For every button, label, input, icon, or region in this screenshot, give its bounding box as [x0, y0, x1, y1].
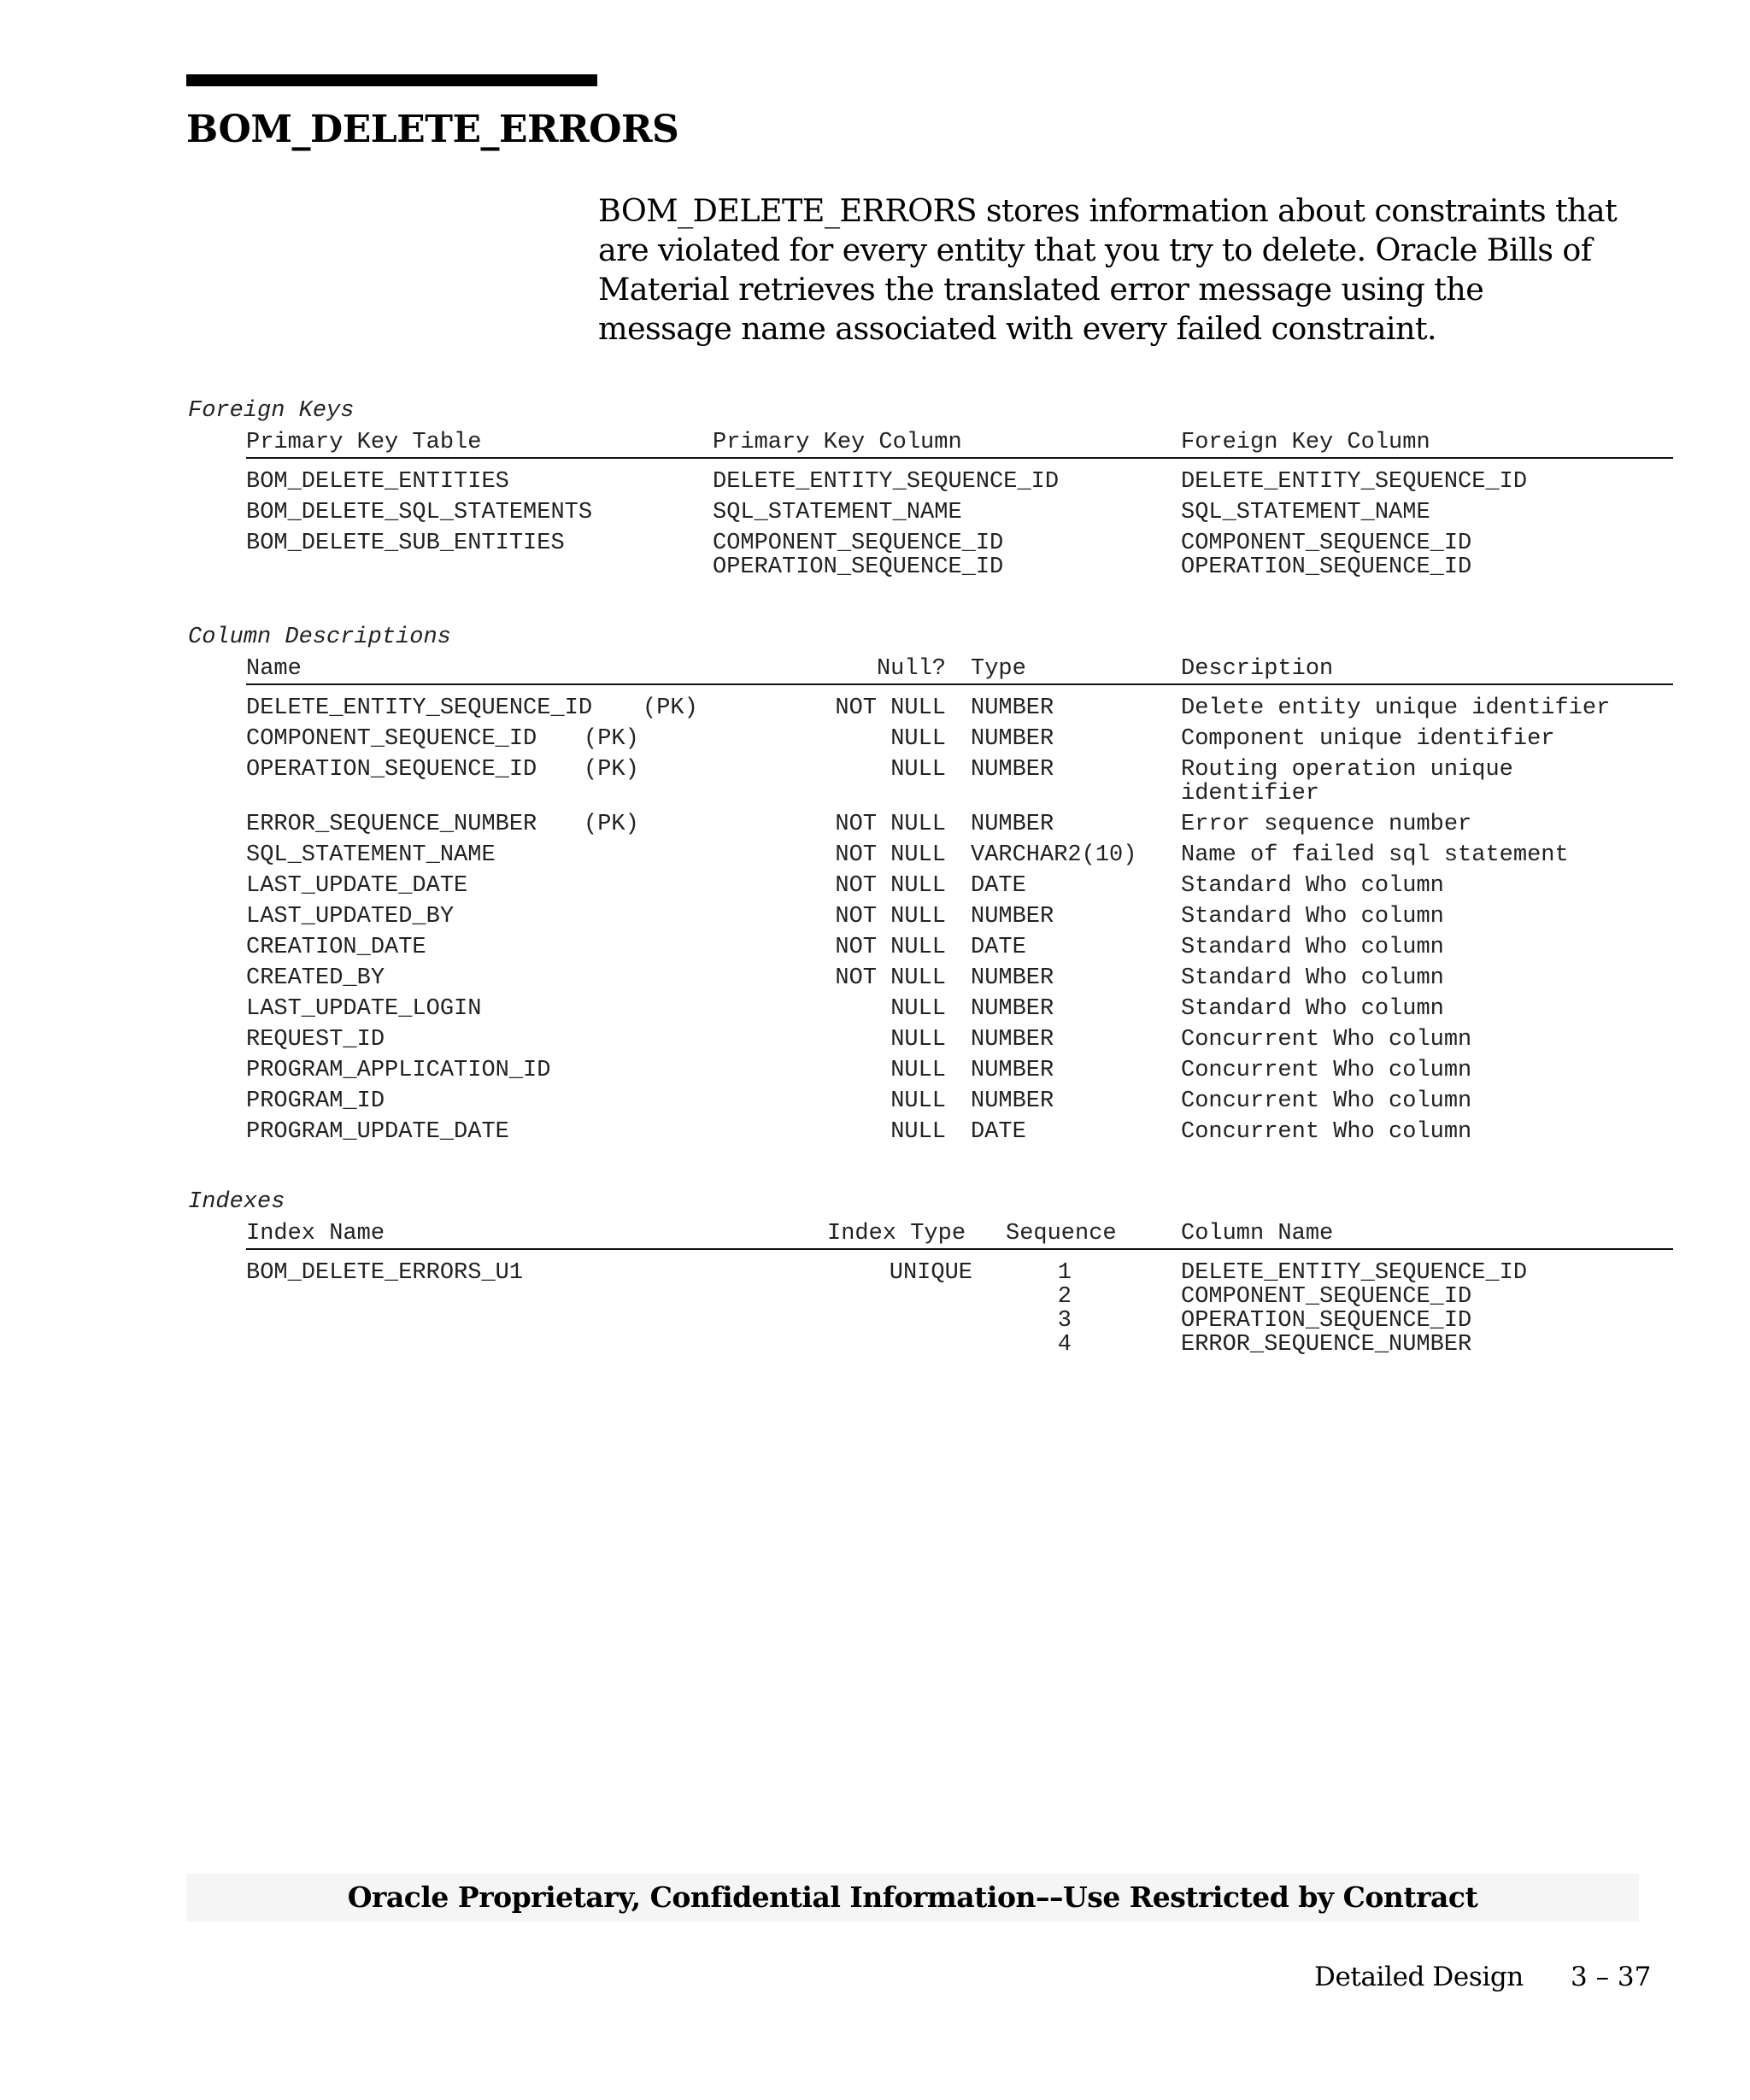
column-null: NOT NULL [835, 873, 946, 899]
fk-row-fk-column: COMPONENT_SEQUENCE_ID [1181, 531, 1472, 556]
column-description: Standard Who column [1181, 965, 1444, 991]
column-pk-flag: (PK) [584, 757, 639, 783]
page-title: BOM_DELETE_ERRORS [186, 108, 679, 151]
col-header-rule [246, 683, 1673, 685]
column-type: NUMBER [971, 1058, 1054, 1083]
column-description: Concurrent Who column [1181, 1119, 1472, 1145]
column-null: NULL [890, 757, 946, 783]
column-description: Delete entity unique identifier [1181, 695, 1611, 721]
fk-row-table: BOM_DELETE_ENTITIES [246, 469, 509, 495]
intro-paragraph: BOM_DELETE_ERRORS stores information about constraints that are violated for every entity that you try to delete. Oracle Bills of Material retrieves the translated error message using the message name associated with every failed constraint. [598, 192, 1618, 347]
index-column: COMPONENT_SEQUENCE_ID [1181, 1284, 1472, 1310]
column-description: Concurrent Who column [1181, 1027, 1472, 1053]
idx-header-type: Index Type [827, 1221, 966, 1247]
column-type: NUMBER [971, 1088, 1054, 1114]
column-name: CREATION_DATE [246, 935, 426, 960]
fk-row-pk-column: COMPONENT_SEQUENCE_ID [713, 531, 1004, 556]
column-description: Concurrent Who column [1181, 1088, 1472, 1114]
column-null: NOT NULL [835, 935, 946, 960]
column-type: DATE [971, 1119, 1026, 1145]
column-description: Component unique identifier [1181, 726, 1555, 752]
fk-row-table: BOM_DELETE_SUB_ENTITIES [246, 531, 565, 556]
column-name: SQL_STATEMENT_NAME [246, 842, 496, 868]
col-header-type: Type [971, 656, 1026, 682]
col-header-description: Description [1181, 656, 1334, 682]
indexes-label: Indexes [188, 1189, 285, 1215]
column-description: Name of failed sql statement [1181, 842, 1569, 868]
fk-row-table: BOM_DELETE_SQL_STATEMENTS [246, 500, 593, 525]
foreign-keys-label: Foreign Keys [188, 398, 355, 424]
fk-header-pk-column: Primary Key Column [713, 430, 962, 455]
fk-header-table: Primary Key Table [246, 430, 482, 455]
column-description: identifier [1181, 781, 1320, 807]
column-null: NULL [890, 1119, 946, 1145]
idx-header-column: Column Name [1181, 1221, 1334, 1247]
fk-row-fk-column: OPERATION_SEQUENCE_ID [1181, 554, 1472, 580]
column-description: Concurrent Who column [1181, 1058, 1472, 1083]
index-name: BOM_DELETE_ERRORS_U1 [246, 1260, 524, 1286]
column-description: Routing operation unique [1181, 757, 1513, 783]
column-null: NULL [890, 1058, 946, 1083]
column-name: ERROR_SEQUENCE_NUMBER [246, 812, 537, 837]
column-pk-flag: (PK) [584, 726, 639, 752]
column-null: NOT NULL [835, 695, 946, 721]
idx-header-name: Index Name [246, 1221, 385, 1247]
column-description: Standard Who column [1181, 996, 1444, 1022]
confidential-text: Oracle Proprietary, Confidential Information––Use Restricted by Contract [347, 1880, 1478, 1914]
column-name: COMPONENT_SEQUENCE_ID [246, 726, 537, 752]
column-type: NUMBER [971, 812, 1054, 837]
fk-header-rule [246, 457, 1673, 459]
title-rule [186, 74, 597, 86]
column-name: LAST_UPDATED_BY [246, 904, 455, 930]
index-sequence: 3 [1057, 1308, 1072, 1334]
column-name: DELETE_ENTITY_SEQUENCE_ID [246, 695, 593, 721]
column-null: NOT NULL [835, 965, 946, 991]
idx-header-sequence: Sequence [1006, 1221, 1117, 1247]
page-number: 3 – 37 [1571, 1962, 1652, 1992]
col-header-name: Name [246, 656, 302, 682]
column-null: NULL [890, 1027, 946, 1053]
column-pk-flag: (PK) [584, 812, 639, 837]
index-sequence: 2 [1057, 1284, 1072, 1310]
fk-row-fk-column: DELETE_ENTITY_SEQUENCE_ID [1181, 469, 1528, 495]
index-sequence: 1 [1057, 1260, 1072, 1286]
column-name: LAST_UPDATE_DATE [246, 873, 468, 899]
column-type: NUMBER [971, 1027, 1054, 1053]
column-name: LAST_UPDATE_LOGIN [246, 996, 482, 1022]
column-name: PROGRAM_ID [246, 1088, 385, 1114]
column-description: Standard Who column [1181, 935, 1444, 960]
column-null: NULL [890, 1088, 946, 1114]
column-null: NOT NULL [835, 904, 946, 930]
confidential-banner [186, 1874, 1639, 1921]
column-description: Standard Who column [1181, 904, 1444, 930]
column-type: VARCHAR2(10) [971, 842, 1137, 868]
index-column: DELETE_ENTITY_SEQUENCE_ID [1181, 1260, 1528, 1286]
fk-row-pk-column: DELETE_ENTITY_SEQUENCE_ID [713, 469, 1060, 495]
column-description: Standard Who column [1181, 873, 1444, 899]
footer-section-title: Detailed Design [1314, 1962, 1524, 1992]
column-type: NUMBER [971, 726, 1054, 752]
column-description: Error sequence number [1181, 812, 1472, 837]
index-column: ERROR_SEQUENCE_NUMBER [1181, 1332, 1472, 1358]
column-type: NUMBER [971, 904, 1054, 930]
column-type: NUMBER [971, 965, 1054, 991]
index-type: UNIQUE [889, 1260, 972, 1286]
column-type: DATE [971, 873, 1026, 899]
column-null: NULL [890, 726, 946, 752]
column-descriptions-label: Column Descriptions [188, 625, 451, 650]
column-name: PROGRAM_UPDATE_DATE [246, 1119, 509, 1145]
col-header-null: Null? [876, 656, 946, 682]
column-type: NUMBER [971, 757, 1054, 783]
fk-header-fk-column: Foreign Key Column [1181, 430, 1430, 455]
column-null: NOT NULL [835, 842, 946, 868]
column-null: NULL [890, 996, 946, 1022]
column-type: NUMBER [971, 695, 1054, 721]
index-column: OPERATION_SEQUENCE_ID [1181, 1308, 1472, 1334]
column-name: REQUEST_ID [246, 1027, 385, 1053]
fk-row-pk-column: OPERATION_SEQUENCE_ID [713, 554, 1004, 580]
column-name: CREATED_BY [246, 965, 385, 991]
column-name: OPERATION_SEQUENCE_ID [246, 757, 537, 783]
column-name: PROGRAM_APPLICATION_ID [246, 1058, 551, 1083]
fk-row-fk-column: SQL_STATEMENT_NAME [1181, 500, 1430, 525]
idx-header-rule [246, 1248, 1673, 1250]
column-type: NUMBER [971, 996, 1054, 1022]
column-null: NOT NULL [835, 812, 946, 837]
index-sequence: 4 [1057, 1332, 1072, 1358]
column-pk-flag: (PK) [643, 695, 698, 721]
column-type: DATE [971, 935, 1026, 960]
fk-row-pk-column: SQL_STATEMENT_NAME [713, 500, 962, 525]
